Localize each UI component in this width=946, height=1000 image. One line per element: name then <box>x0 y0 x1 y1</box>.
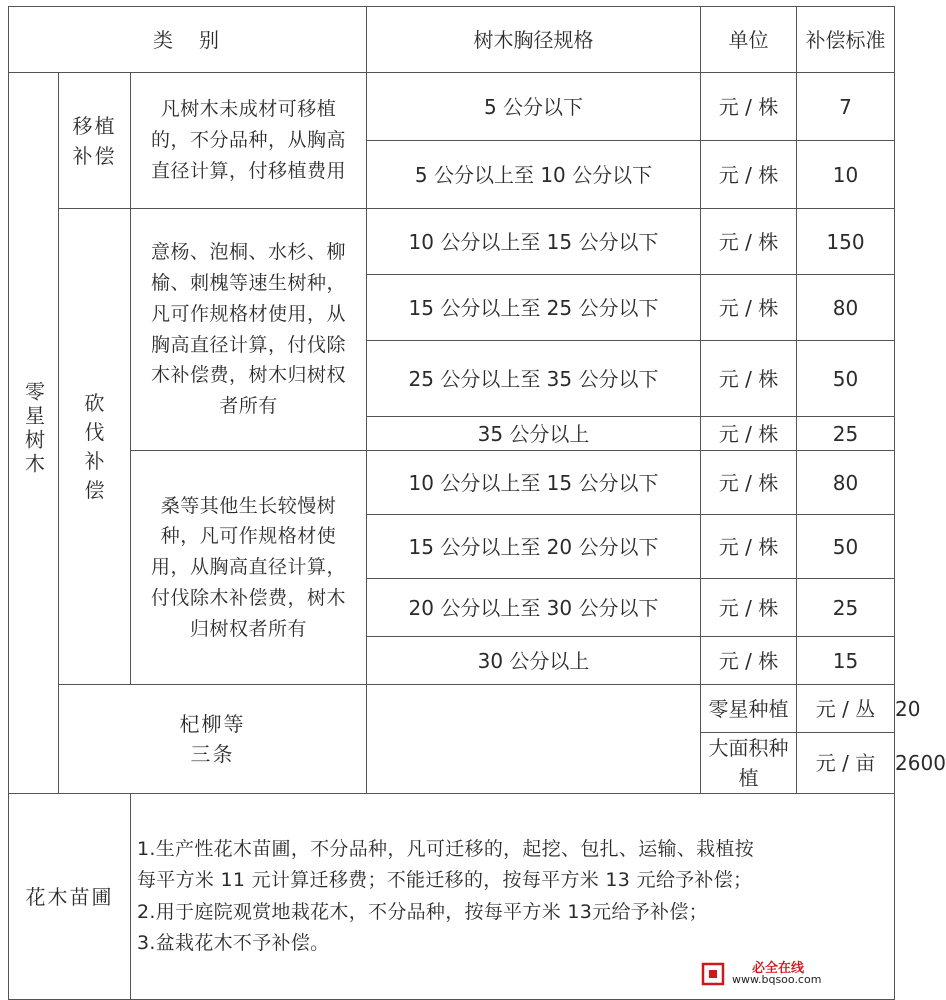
table-row: 大面积种植 元 / 亩 2600 <box>9 733 895 794</box>
spec-cell: 30 公分以上 <box>367 637 701 685</box>
felling-text: 砍伐补偿 <box>84 390 105 502</box>
spec-cell: 20 公分以上至 30 公分以下 <box>367 579 701 637</box>
felling-label <box>59 209 131 685</box>
willow-desc-empty <box>367 685 701 794</box>
spec-cell: 零星种植 <box>701 685 797 733</box>
transplant-desc-line: 凡树木未成材可移植 <box>160 98 337 121</box>
table-row <box>9 209 895 275</box>
nursery-label: 花木苗圃 <box>9 794 131 1000</box>
fast-desc-line: 凡可作规格材使用，从 <box>151 302 347 325</box>
unit-cell: 元 / 亩 <box>797 733 895 794</box>
transplant-text: 移植补偿 <box>72 113 117 168</box>
spec-cell: 5 公分以下 <box>367 73 701 141</box>
fast-growing-desc <box>131 209 367 451</box>
spec-cell: 10 公分以上至 15 公分以下 <box>367 451 701 515</box>
nursery-line: 2.用于庭院观赏地栽花木，不分品种，按每平方米 13元给予补偿； <box>137 900 708 923</box>
nursery-line: 3.盆栽花木不予补偿。 <box>137 931 330 954</box>
header-spec: 树木胸径规格 <box>367 7 701 73</box>
value-cell: 50 <box>797 341 895 417</box>
transplant-label <box>59 73 131 209</box>
value-cell: 10 <box>797 141 895 209</box>
slow-desc-line: 种，凡可作规格材使 <box>160 525 337 548</box>
compensation-table <box>8 6 946 1000</box>
table-row: 杞柳等 三条 零星种植 元 / 丛 20 <box>9 685 895 733</box>
unit-cell: 元 / 株 <box>701 341 797 417</box>
unit-cell: 元 / 株 <box>701 209 797 275</box>
transplant-desc-line: 的，不分品种，从胸高 <box>151 129 347 152</box>
value-cell: 15 <box>797 637 895 685</box>
slow-desc-line: 桑等其他生长较慢树 <box>160 494 337 517</box>
spec-cell: 10 公分以上至 15 公分以下 <box>367 209 701 275</box>
value-cell: 25 <box>797 579 895 637</box>
value-cell: 150 <box>797 209 895 275</box>
unit-cell: 元 / 株 <box>701 275 797 341</box>
slow-desc-line: 用，从胸高直径计算， <box>151 556 347 579</box>
value-cell: 80 <box>797 275 895 341</box>
unit-cell: 元 / 株 <box>701 141 797 209</box>
willow-label <box>59 685 367 794</box>
value-cell: 7 <box>797 73 895 141</box>
fast-desc-line: 者所有 <box>219 395 278 418</box>
table-row <box>9 451 895 515</box>
fast-desc-line: 胸高直径计算，付伐除 <box>151 333 347 356</box>
watermark-url: www.bqsoo.com <box>732 973 822 986</box>
site-logo-icon <box>700 961 726 987</box>
fast-desc-line: 榆、刺槐等速生树种， <box>151 271 347 294</box>
header-category: 类 别 <box>9 7 367 73</box>
willow-label-line: 杞柳等 <box>179 712 246 736</box>
spec-cell: 15 公分以上至 20 公分以下 <box>367 515 701 579</box>
spec-cell: 5 公分以上至 10 公分以下 <box>367 141 701 209</box>
header-row <box>9 7 895 73</box>
spec-cell: 25 公分以上至 35 公分以下 <box>367 341 701 417</box>
transplant-desc <box>131 73 367 209</box>
unit-cell: 元 / 株 <box>701 417 797 451</box>
nursery-line: 1.生产性花木苗圃，不分品种，凡可迁移的，起挖、包扎、运输、栽植按 <box>137 837 755 860</box>
unit-cell: 元 / 株 <box>701 451 797 515</box>
unit-cell: 元 / 株 <box>701 73 797 141</box>
header-standard: 补偿标准 <box>797 7 895 73</box>
spec-cell: 大面积种植 <box>701 733 797 794</box>
spec-cell: 15 公分以上至 25 公分以下 <box>367 275 701 341</box>
spec-cell: 35 公分以上 <box>367 417 701 451</box>
watermark-title: 必全在线 <box>752 961 805 976</box>
unit-cell: 元 / 株 <box>701 579 797 637</box>
slow-growing-desc <box>131 451 367 685</box>
value-cell: 50 <box>797 515 895 579</box>
slow-desc-line: 付伐除木补偿费，树木 <box>151 586 347 609</box>
header-unit: 单位 <box>701 7 797 73</box>
willow-label-line: 三条 <box>190 742 235 766</box>
unit-cell: 元 / 株 <box>701 515 797 579</box>
scattered-trees-label <box>9 73 59 794</box>
watermark <box>700 959 870 989</box>
fast-desc-line: 木补偿费，树木归树权 <box>151 364 347 387</box>
value-cell: 80 <box>797 451 895 515</box>
unit-cell: 元 / 株 <box>701 637 797 685</box>
value-cell: 25 <box>797 417 895 451</box>
transplant-desc-line: 直径计算，付移植费用 <box>151 159 347 182</box>
unit-cell: 元 / 丛 <box>797 685 895 733</box>
table-row <box>9 73 895 141</box>
scattered-trees-text: 零星树木 <box>21 381 46 477</box>
fast-desc-line: 意杨、泡桐、水杉、柳 <box>151 241 347 264</box>
nursery-line: 每平方米 11 元计算迁移费；不能迁移的，按每平方米 13 元给予补偿； <box>137 869 753 892</box>
slow-desc-line: 归树权者所有 <box>190 617 308 640</box>
